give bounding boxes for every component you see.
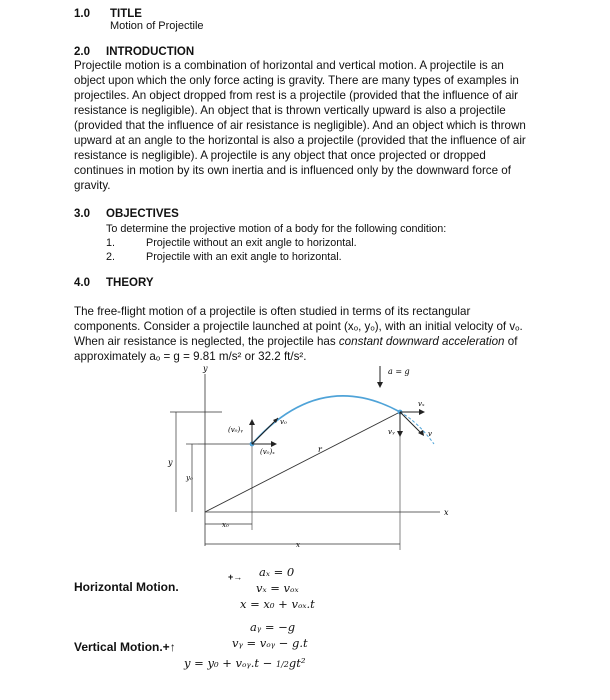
- section-number-1: 1.0: [74, 8, 90, 20]
- vertical-eq-y: [184, 656, 305, 670]
- r-label: r: [318, 445, 322, 454]
- x0-label: x₀: [222, 521, 229, 529]
- intro-line: continues in motion by its own inertia and is influenced only by the downward force of: [74, 164, 511, 177]
- objective-text: Projectile with an exit angle to horizontal.: [146, 251, 342, 263]
- gravity-arrow-head: [377, 382, 383, 388]
- vertical-eq-ay: aᵧ = −g: [250, 620, 296, 634]
- vertical-eq-y-right: gt²: [288, 656, 306, 670]
- section-heading-title: TITLE: [110, 8, 142, 20]
- vertical-motion-label: Vertical Motion.+↑: [74, 640, 176, 654]
- horizontal-eq-x: x = x₀ + vₒₓ.t: [240, 597, 315, 611]
- section-heading-objectives: OBJECTIVES: [106, 208, 179, 220]
- section-heading-introduction: INTRODUCTION: [106, 46, 195, 58]
- theory-paragraph: [74, 304, 540, 364]
- objective-number: 2.: [106, 251, 116, 263]
- v-vector: [400, 412, 422, 434]
- y-label: y: [168, 458, 173, 467]
- v0y-label: (v₀)ᵧ: [228, 426, 243, 434]
- vertical-eq-y-left: y = y₀ + vₒᵧ.t −: [184, 656, 273, 670]
- intro-line: gravity.: [74, 179, 111, 192]
- theory-text: of: [507, 335, 518, 348]
- objective-number: 1.: [106, 237, 116, 249]
- intro-line: object upon which the only force acting is gravity. There are many types of examples in: [74, 74, 519, 87]
- objectives-intro: To determine the projective motion of a body for the following condition:: [106, 223, 447, 235]
- intro-line: resistance is negligible). An object that is thrown vertically upward is also a projectile: [74, 104, 506, 117]
- section-number-4: 4.0: [74, 277, 90, 289]
- objective-text: Projectile without an exit angle to horizontal.: [146, 237, 357, 249]
- half-fraction: 1/2: [275, 660, 289, 669]
- vertical-eq-vy: vᵧ = vₒᵧ − g.t: [232, 636, 308, 650]
- section-number-2: 2.0: [74, 46, 90, 58]
- v0-label: v₀: [280, 418, 287, 426]
- intro-line: resistance is negligible). A projectile is any object that once projected or dropped: [74, 149, 486, 162]
- x-axis-label: x: [444, 508, 449, 517]
- theory-text: When air resistance is neglected, the projectile has: [74, 335, 336, 348]
- intro-line: upward at an angle to the horizontal is also a projectile (provided that the influence of air: [74, 134, 526, 147]
- x-label: x: [296, 541, 300, 549]
- emphasis-text: constant downward acceleration: [338, 335, 505, 348]
- vx-arrowhead: [419, 409, 425, 415]
- a-equals-g-label: a = g: [388, 367, 410, 376]
- horizontal-eq-vx: vₓ = vₒₓ: [256, 581, 299, 595]
- theory-line: components. Consider a projectile launched at point (xₒ, yₒ), with an initial velocity of vₒ.: [74, 320, 523, 333]
- v0x-arrowhead: [271, 441, 277, 447]
- theory-line: approximately aₒ = g = 9.81 m/s² or 32.2 ft/s².: [74, 350, 307, 363]
- vy-arrowhead: [397, 431, 403, 437]
- v-label: v: [428, 430, 432, 438]
- horizontal-motion-label: Horizontal Motion.: [74, 580, 179, 594]
- intro-line: (provided that the influence of air resistance is negligible). And an object which is thrown: [74, 119, 526, 132]
- section-number-3: 3.0: [74, 208, 90, 220]
- theory-line: [74, 334, 540, 349]
- projectile-diagram: [160, 360, 460, 552]
- y0-label: y₀: [186, 474, 193, 482]
- document-title: Motion of Projectile: [110, 20, 204, 32]
- positive-direction-arrow: +→: [228, 572, 243, 582]
- v0y-arrowhead: [249, 419, 255, 425]
- vx-label: vₓ: [418, 400, 425, 408]
- v0x-label: (v₀)ₓ: [260, 448, 275, 456]
- theory-line: The free-flight motion of a projectile is often studied in terms of its rectangular: [74, 305, 471, 318]
- intro-line: projectiles. An object dropped from rest is a projectile (provided that the influence of air: [74, 89, 519, 102]
- y-axis-label: y: [203, 364, 208, 373]
- vy-label: vᵧ: [388, 428, 395, 436]
- introduction-paragraph: [74, 58, 540, 193]
- v0-vector: [252, 418, 278, 444]
- horizontal-eq-ax: aₓ = 0: [259, 565, 295, 579]
- intro-line: Projectile motion is a combination of horizontal and vertical motion. A projectile is an: [74, 59, 504, 72]
- section-heading-theory: THEORY: [106, 277, 154, 289]
